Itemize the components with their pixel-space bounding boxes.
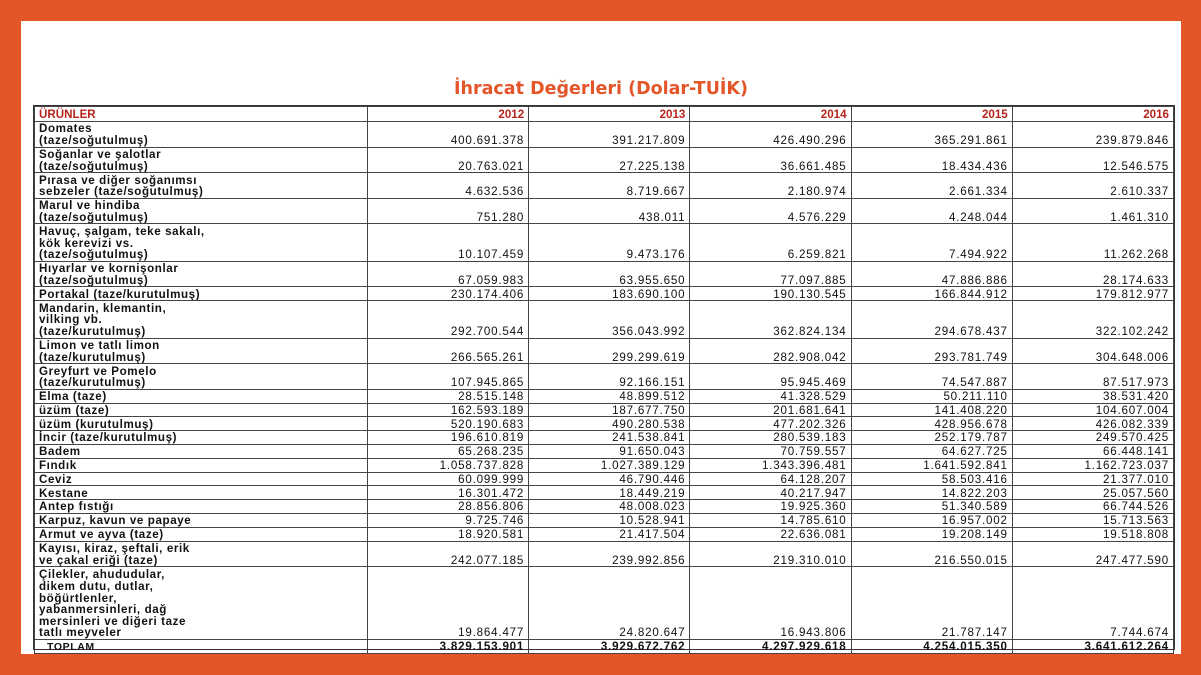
value-cell: 362.824.134 <box>690 301 851 338</box>
value-cell: 1.641.592.841 <box>851 458 1012 472</box>
value-cell: 293.781.749 <box>851 338 1012 364</box>
table-row <box>35 198 1174 224</box>
product-name-cell: üzüm (kurutulmuş) <box>35 417 368 431</box>
value-cell: 10.528.941 <box>529 513 690 527</box>
table-row <box>35 472 1174 486</box>
value-cell: 16.943.806 <box>690 567 851 640</box>
value-cell: 66.744.526 <box>1012 500 1173 514</box>
table-body <box>35 122 1174 654</box>
value-cell: 183.690.100 <box>529 287 690 301</box>
value-cell: 77.097.885 <box>690 261 851 287</box>
value-cell: 239.879.846 <box>1012 122 1173 148</box>
header-year-2016: 2016 <box>1012 107 1173 122</box>
value-cell: 107.945.865 <box>368 364 529 390</box>
value-cell: 190.130.545 <box>690 287 851 301</box>
product-name-cell: Ceviz <box>35 472 368 486</box>
product-name-cell: Portakal (taze/kurutulmuş) <box>35 287 368 301</box>
slide <box>21 21 1181 654</box>
total-label: TOPLAM <box>35 639 368 653</box>
value-cell: 18.449.219 <box>529 486 690 500</box>
product-name-cell: Mandarin, klemantin, vilking vb. (taze/kurutulmuş) <box>35 301 368 338</box>
total-value-cell: 4.254.015.350 <box>851 639 1012 653</box>
value-cell: 60.099.999 <box>368 472 529 486</box>
export-values-table <box>34 106 1174 654</box>
value-cell: 2.661.334 <box>851 173 1012 199</box>
value-cell: 70.759.557 <box>690 444 851 458</box>
product-name-cell: Fındık <box>35 458 368 472</box>
value-cell: 428.956.678 <box>851 417 1012 431</box>
value-cell: 166.844.912 <box>851 287 1012 301</box>
value-cell: 7.744.674 <box>1012 567 1173 640</box>
value-cell: 438.011 <box>529 198 690 224</box>
table-row <box>35 338 1174 364</box>
table-row <box>35 122 1174 148</box>
value-cell: 216.550.015 <box>851 541 1012 567</box>
value-cell: 28.174.633 <box>1012 261 1173 287</box>
value-cell: 179.812.977 <box>1012 287 1173 301</box>
value-cell: 104.607.004 <box>1012 403 1173 417</box>
table-row <box>35 173 1174 199</box>
value-cell: 490.280.538 <box>529 417 690 431</box>
value-cell: 230.174.406 <box>368 287 529 301</box>
value-cell: 19.518.808 <box>1012 527 1173 541</box>
table-row <box>35 500 1174 514</box>
value-cell: 365.291.861 <box>851 122 1012 148</box>
value-cell: 38.531.420 <box>1012 389 1173 403</box>
value-cell: 4.248.044 <box>851 198 1012 224</box>
value-cell: 65.268.235 <box>368 444 529 458</box>
header-year-2014: 2014 <box>690 107 851 122</box>
product-name-cell: İncir (taze/kurutulmuş) <box>35 431 368 445</box>
value-cell: 247.477.590 <box>1012 541 1173 567</box>
value-cell: 51.340.589 <box>851 500 1012 514</box>
product-name-cell: Domates (taze/soğutulmuş) <box>35 122 368 148</box>
value-cell: 6.259.821 <box>690 224 851 261</box>
value-cell: 25.057.560 <box>1012 486 1173 500</box>
value-cell: 19.208.149 <box>851 527 1012 541</box>
value-cell: 1.162.723.037 <box>1012 458 1173 472</box>
value-cell: 47.886.886 <box>851 261 1012 287</box>
value-cell: 22.636.081 <box>690 527 851 541</box>
product-name-cell: üzüm (taze) <box>35 403 368 417</box>
table-header-row <box>35 107 1174 122</box>
value-cell: 201.681.641 <box>690 403 851 417</box>
total-value-cell: 4.297.929.618 <box>690 639 851 653</box>
value-cell: 92.166.151 <box>529 364 690 390</box>
value-cell: 66.448.141 <box>1012 444 1173 458</box>
export-table-container <box>33 105 1175 654</box>
product-name-cell: Pırasa ve diğer soğanımsı sebzeler (taze/soğutulmuş) <box>35 173 368 199</box>
value-cell: 9.725.746 <box>368 513 529 527</box>
product-name-cell: Soğanlar ve şalotlar (taze/soğutulmuş) <box>35 147 368 173</box>
value-cell: 477.202.326 <box>690 417 851 431</box>
value-cell: 2.610.337 <box>1012 173 1173 199</box>
value-cell: 14.785.610 <box>690 513 851 527</box>
value-cell: 48.008.023 <box>529 500 690 514</box>
value-cell: 196.610.819 <box>368 431 529 445</box>
value-cell: 162.593.189 <box>368 403 529 417</box>
value-cell: 187.677.750 <box>529 403 690 417</box>
value-cell: 356.043.992 <box>529 301 690 338</box>
table-row <box>35 364 1174 390</box>
product-name-cell: Greyfurt ve Pomelo (taze/kurutulmuş) <box>35 364 368 390</box>
total-value-cell: 3.829.153.901 <box>368 639 529 653</box>
value-cell: 40.217.947 <box>690 486 851 500</box>
value-cell: 28.856.806 <box>368 500 529 514</box>
value-cell: 24.820.647 <box>529 567 690 640</box>
product-name-cell: Kestane <box>35 486 368 500</box>
value-cell: 7.494.922 <box>851 224 1012 261</box>
value-cell: 19.925.360 <box>690 500 851 514</box>
table-row <box>35 458 1174 472</box>
value-cell: 299.299.619 <box>529 338 690 364</box>
value-cell: 141.408.220 <box>851 403 1012 417</box>
value-cell: 252.179.787 <box>851 431 1012 445</box>
product-name-cell: Antep fıstığı <box>35 500 368 514</box>
header-year-2013: 2013 <box>529 107 690 122</box>
value-cell: 50.211.110 <box>851 389 1012 403</box>
header-year-2015: 2015 <box>851 107 1012 122</box>
value-cell: 304.648.006 <box>1012 338 1173 364</box>
value-cell: 63.955.650 <box>529 261 690 287</box>
value-cell: 294.678.437 <box>851 301 1012 338</box>
table-row <box>35 287 1174 301</box>
table-row <box>35 431 1174 445</box>
table-row <box>35 444 1174 458</box>
value-cell: 12.546.575 <box>1012 147 1173 173</box>
product-name-cell: Limon ve tatlı limon (taze/kurutulmuş) <box>35 338 368 364</box>
value-cell: 41.328.529 <box>690 389 851 403</box>
table-row <box>35 417 1174 431</box>
total-value-cell: 3.641.612.264 <box>1012 639 1173 653</box>
value-cell: 1.343.396.481 <box>690 458 851 472</box>
value-cell: 292.700.544 <box>368 301 529 338</box>
value-cell: 58.503.416 <box>851 472 1012 486</box>
value-cell: 87.517.973 <box>1012 364 1173 390</box>
value-cell: 91.650.043 <box>529 444 690 458</box>
value-cell: 20.763.021 <box>368 147 529 173</box>
value-cell: 95.945.469 <box>690 364 851 390</box>
total-value-cell: 3.929.672.762 <box>529 639 690 653</box>
value-cell: 27.225.138 <box>529 147 690 173</box>
value-cell: 21.417.504 <box>529 527 690 541</box>
value-cell: 219.310.010 <box>690 541 851 567</box>
table-row <box>35 261 1174 287</box>
value-cell: 1.058.737.828 <box>368 458 529 472</box>
product-name-cell: Havuç, şalgam, teke sakalı, kök kerevizi vs. (taze/soğutulmuş) <box>35 224 368 261</box>
table-row <box>35 403 1174 417</box>
value-cell: 426.490.296 <box>690 122 851 148</box>
table-total-row <box>35 639 1174 653</box>
value-cell: 28.515.148 <box>368 389 529 403</box>
header-year-2012: 2012 <box>368 107 529 122</box>
value-cell: 64.627.725 <box>851 444 1012 458</box>
value-cell: 16.301.472 <box>368 486 529 500</box>
value-cell: 14.822.203 <box>851 486 1012 500</box>
value-cell: 4.576.229 <box>690 198 851 224</box>
value-cell: 19.864.477 <box>368 567 529 640</box>
value-cell: 751.280 <box>368 198 529 224</box>
value-cell: 426.082.339 <box>1012 417 1173 431</box>
value-cell: 280.539.183 <box>690 431 851 445</box>
table-row <box>35 224 1174 261</box>
value-cell: 249.570.425 <box>1012 431 1173 445</box>
value-cell: 67.059.983 <box>368 261 529 287</box>
value-cell: 400.691.378 <box>368 122 529 148</box>
value-cell: 48.899.512 <box>529 389 690 403</box>
table-row <box>35 147 1174 173</box>
value-cell: 242.077.185 <box>368 541 529 567</box>
value-cell: 266.565.261 <box>368 338 529 364</box>
table-row <box>35 527 1174 541</box>
value-cell: 16.957.002 <box>851 513 1012 527</box>
value-cell: 1.461.310 <box>1012 198 1173 224</box>
value-cell: 282.908.042 <box>690 338 851 364</box>
value-cell: 18.434.436 <box>851 147 1012 173</box>
product-name-cell: Elma (taze) <box>35 389 368 403</box>
value-cell: 46.790.446 <box>529 472 690 486</box>
table-row <box>35 567 1174 640</box>
value-cell: 10.107.459 <box>368 224 529 261</box>
value-cell: 520.190.683 <box>368 417 529 431</box>
page-title: İhracat Değerleri (Dolar-TUİK) <box>454 79 748 99</box>
product-name-cell: Kayısı, kiraz, şeftali, erik ve çakal eriği (taze) <box>35 541 368 567</box>
table-row <box>35 301 1174 338</box>
product-name-cell: Marul ve hindiba (taze/soğutulmuş) <box>35 198 368 224</box>
value-cell: 21.377.010 <box>1012 472 1173 486</box>
value-cell: 18.920.581 <box>368 527 529 541</box>
value-cell: 322.102.242 <box>1012 301 1173 338</box>
value-cell: 64.128.207 <box>690 472 851 486</box>
value-cell: 36.661.485 <box>690 147 851 173</box>
table-row <box>35 389 1174 403</box>
value-cell: 2.180.974 <box>690 173 851 199</box>
value-cell: 9.473.176 <box>529 224 690 261</box>
value-cell: 15.713.563 <box>1012 513 1173 527</box>
value-cell: 11.262.268 <box>1012 224 1173 261</box>
table-row <box>35 513 1174 527</box>
table-row <box>35 541 1174 567</box>
value-cell: 8.719.667 <box>529 173 690 199</box>
value-cell: 391.217.809 <box>529 122 690 148</box>
value-cell: 74.547.887 <box>851 364 1012 390</box>
value-cell: 241.538.841 <box>529 431 690 445</box>
value-cell: 1.027.389.129 <box>529 458 690 472</box>
product-name-cell: Çilekler, ahududular, dikem dutu, dutlar, böğürtlenler, yabanmersinleri, dağ mersinleri ve diğeri taze tatlı meyveler <box>35 567 368 640</box>
value-cell: 239.992.856 <box>529 541 690 567</box>
value-cell: 21.787.147 <box>851 567 1012 640</box>
product-name-cell: Hıyarlar ve kornişonlar (taze/soğutulmuş) <box>35 261 368 287</box>
header-products: ÜRÜNLER <box>35 107 368 122</box>
product-name-cell: Badem <box>35 444 368 458</box>
table-row <box>35 486 1174 500</box>
product-name-cell: Armut ve ayva (taze) <box>35 527 368 541</box>
product-name-cell: Karpuz, kavun ve papaye <box>35 513 368 527</box>
value-cell: 4.632.536 <box>368 173 529 199</box>
